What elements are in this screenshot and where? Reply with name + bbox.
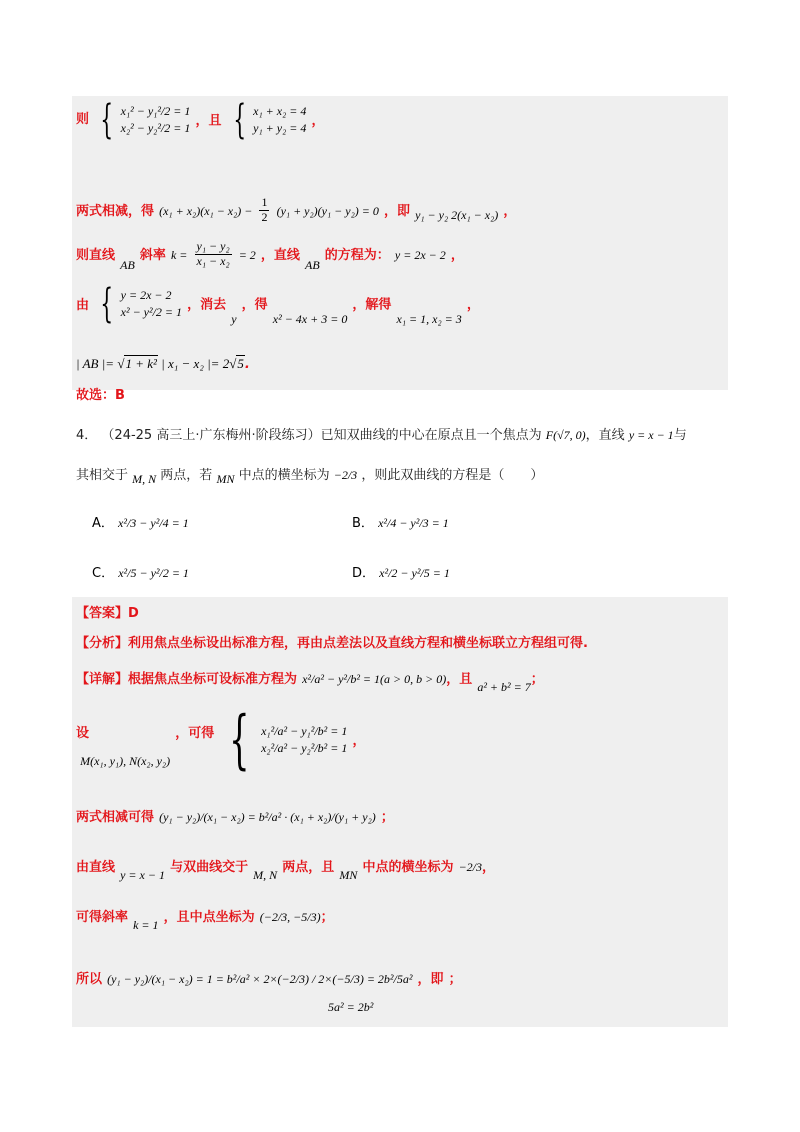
option-a-label: A． (92, 516, 114, 531)
text-slope: 可得斜率 (76, 910, 129, 925)
set-line (76, 703, 366, 777)
slope-fraction (195, 240, 232, 269)
brace: { (232, 97, 246, 143)
eq-line: y = 2x − 2 (120, 288, 172, 303)
punct: ， (503, 203, 517, 219)
text-ji: ，即 (417, 972, 444, 987)
question-number: 4． (76, 428, 98, 443)
text-solve: ，解得 (352, 297, 392, 313)
brace: { (100, 97, 114, 143)
eq-xsum: x₁ + x₂ = 4 (253, 104, 307, 119)
q-mn2: MN (216, 472, 235, 486)
text-midpoint-x: 中点的横坐标为 (362, 860, 454, 875)
quadratic: x² − 4x + 3 = 0 (272, 311, 348, 326)
midpoint: (−2/3, −5/3) (259, 910, 321, 924)
option-b[interactable] (352, 512, 449, 531)
q-yu: 与 (673, 428, 687, 443)
solve-line (76, 281, 480, 327)
q-mn: M, N (132, 472, 157, 486)
text-get: ，可得 (175, 725, 215, 741)
text-subtract: 两式相减，得 (76, 203, 155, 219)
text-get: ，得 (241, 297, 268, 313)
text-two-points: 两点，且 (282, 860, 335, 875)
punct: ； (320, 910, 334, 925)
slope-midpoint-line (76, 906, 334, 932)
option-d[interactable] (352, 562, 450, 581)
q-line: y = x − 1 (628, 428, 674, 442)
detail-text: 【详解】根据焦点坐标可设标准方程为 (76, 672, 298, 687)
var-y: y (231, 311, 237, 326)
q-frac: −2/3 (333, 468, 358, 482)
text-by-line: 由直线 (76, 860, 116, 875)
eq-m: x₁²/a² − y₁²/b² = 1 (261, 724, 348, 739)
points-mn: M(x₁, y₁), N(x₂, y₂) (80, 753, 171, 768)
eq-ysum: y₁ + y₂ = 4 (253, 121, 307, 135)
option-c[interactable] (92, 562, 189, 581)
punct: ， (311, 113, 325, 129)
option-b-label: B． (352, 516, 374, 531)
solutions: x₁ = 1, x₂ = 3 (396, 311, 462, 326)
subtract-line (76, 196, 516, 225)
brace: { (100, 281, 114, 327)
conclusion-line (76, 968, 462, 987)
point-system (261, 723, 347, 757)
chord-rest: | x₁ − x₂ |= 2 (161, 356, 230, 371)
slope-value: = 2 (238, 247, 256, 262)
point-difference-eq: (y₁ − y₂)/(x₁ − x₂) = b²/a² · (x₁ + x₂)/(y₁ + y₂) (159, 810, 376, 824)
midpoint-x: −2/3 (458, 860, 483, 874)
text-she: 设 (76, 725, 90, 741)
chord-length: | AB |= √1 + k² | x₁ − x₂ |= 2√5. (76, 356, 250, 372)
slope-line (76, 239, 464, 272)
system-line-1 (76, 97, 325, 143)
text-subtract: 两式相减可得 (76, 810, 155, 825)
mn2: MN (339, 868, 358, 882)
mn: M, N (253, 868, 278, 882)
k-equals: k = (170, 247, 188, 262)
q-midpoint: 中点的横坐标为 (238, 468, 330, 483)
half-fraction: $\frac{1}{2}$ (261, 195, 268, 224)
detail-line (76, 668, 544, 694)
punct: ； (448, 972, 462, 987)
option-c-label: C． (92, 566, 115, 581)
slope-k: k = 1 (133, 918, 159, 932)
question-4-line1 (76, 424, 687, 443)
text-qie: ，且 (446, 672, 473, 687)
hyperbola-system (121, 103, 191, 137)
standard-equation: x²/a² − y²/b² = 1(a > 0, b > 0) (302, 672, 447, 686)
ratio-eq: (y₁ − y₂)/(x₁ − x₂) = 1 = b²/a² × 2×(−2/3) / 2×(−5/3) = 2b²/5a² (107, 972, 413, 986)
eq-n: x₂²/a² − y₂²/b² = 1 (261, 741, 348, 755)
choice-b: 故选：B (76, 388, 125, 403)
text-ze: 则 (76, 111, 90, 127)
q-mid: ，直线 (585, 428, 625, 443)
punct: ； (380, 810, 394, 825)
text-equation-is: 的方程为： (324, 247, 390, 263)
eq-subtract-part1: (x₁ + x₂)(x₁ − x₂) − (159, 203, 253, 218)
punct: ， (482, 860, 496, 875)
text-qie: ，且 (195, 113, 222, 129)
sum-system (253, 103, 306, 137)
line-eq: y = x − 1 (120, 868, 165, 882)
brace: { (229, 703, 250, 777)
text-ji: ，即 (383, 203, 410, 219)
punct: ， (352, 733, 366, 749)
question-4-line2 (76, 464, 544, 486)
sum-equation: a² + b² = 7 (477, 680, 531, 694)
text-you: 由 (76, 297, 90, 313)
eq-hyperbola: x² − y²/2 = 1 (120, 305, 183, 319)
question-text: （24-25 高三上·广东梅州·阶段练习）已知双曲线的中心在原点且一个焦点为 (101, 428, 542, 443)
eq-point2: x₂² − y₂²/2 = 1 (120, 121, 191, 135)
option-a-eq: x²/3 − y²/4 = 1 (118, 516, 189, 530)
text-line: 则直线 (76, 247, 116, 263)
option-c-eq: x²/5 − y²/2 = 1 (118, 566, 189, 580)
text-line2: ，直线 (260, 247, 300, 263)
punct: ， (450, 247, 464, 263)
q-ask: ，则此双曲线的方程是（ ） (361, 468, 544, 483)
option-d-eq: x²/2 − y²/5 = 1 (379, 566, 450, 580)
label-ab2: AB (305, 257, 320, 272)
eq-point1: x₁² − y₁²/2 = 1 (120, 104, 191, 119)
punct: ， (466, 297, 480, 313)
label-ab: AB (120, 257, 135, 272)
slope-num: y₁ − y₂ (196, 239, 230, 253)
sqrt-content: 1 + k² (125, 356, 157, 371)
eq-subtract-part2: (y₁ + y₂)(y₁ − y₂) = 0 (276, 203, 379, 218)
line-hyperbola-system (121, 287, 182, 321)
analysis-line: 【分析】利用焦点坐标设出标准方程，再由点差法以及直线方程和横坐标联立方程组可得. (76, 636, 588, 651)
option-b-eq: x²/4 − y²/3 = 1 (378, 516, 449, 530)
slope-den: x₁ − x₂ (196, 253, 230, 268)
q-two-points: 两点，若 (160, 468, 213, 483)
abs-ab: | AB |= (76, 356, 115, 371)
punct: . (244, 357, 250, 372)
option-a[interactable] (92, 512, 189, 531)
intersect-line (76, 856, 496, 882)
punct: ； (530, 672, 544, 687)
option-d-label: D． (352, 566, 376, 581)
focus: F(√7, 0) (545, 428, 586, 442)
text-so: 所以 (76, 972, 103, 987)
text-slope: 斜率 (139, 247, 166, 263)
result-eq: 5a² = 2b² (328, 1000, 374, 1014)
text-intersect: 与双曲线交于 (170, 860, 249, 875)
eq-relation: y₁ − y₂ 2(x₁ − x₂) (415, 207, 499, 222)
text-midpoint: ，且中点坐标为 (163, 910, 255, 925)
subtract-line-2 (76, 806, 394, 825)
text-eliminate: ，消去 (187, 297, 227, 313)
line-equation: y = 2x − 2 (394, 247, 446, 262)
answer-line: 【答案】D (76, 606, 139, 621)
q-intersect: 其相交于 (76, 468, 129, 483)
sqrt5: 5 (237, 356, 244, 371)
